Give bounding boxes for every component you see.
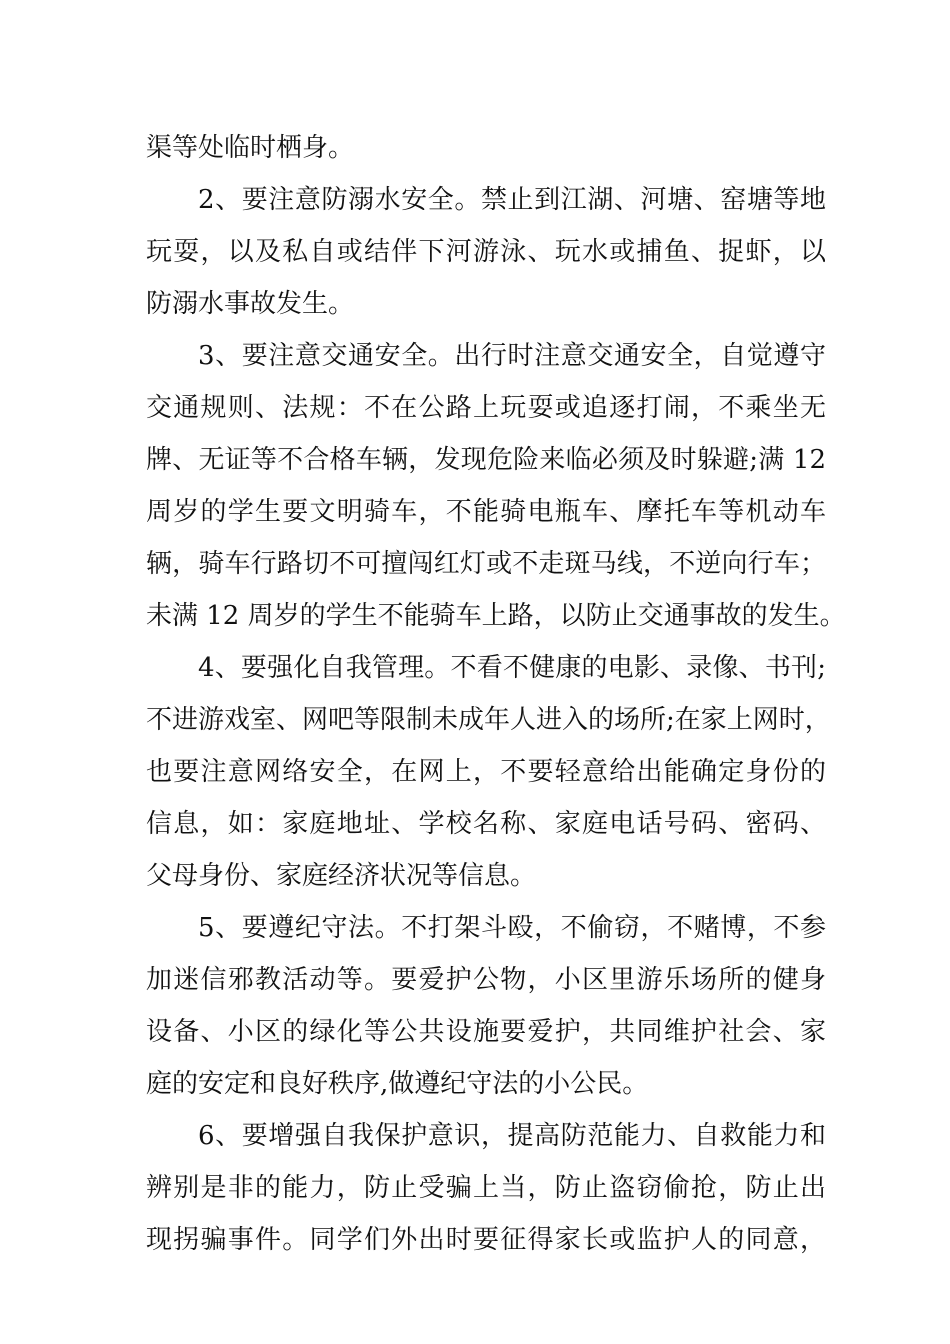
text-line: 3、要注意交通安全。出行时注意交通安全，自觉遵守 [198,341,826,371]
text-line: 父母身份、家庭经济状况等信息。 [146,861,537,891]
text-line: 也要注意网络安全，在网上，不要轻意给出能确定身份的 [146,757,826,787]
text-line: 现拐骗事件。同学们外出时要征得家长或监护人的同意， [146,1225,826,1255]
text-line: 牌、无证等不合格车辆，发现危险来临必须及时躲避;满 12 [146,445,826,475]
body-text [146,122,846,1266]
text-line: 信息，如：家庭地址、学校名称、家庭电话号码、密码、 [146,809,826,839]
text-line: 5、要遵纪守法。不打架斗殴，不偷窃，不赌博，不参 [198,913,826,943]
text-line: 渠等处临时栖身。 [146,133,355,163]
text-line: 防溺水事故发生。 [146,289,355,319]
text-line: 设备、小区的绿化等公共设施要爱护，共同维护社会、家 [146,1017,826,1047]
text-line: 未满 12 周岁的学生不能骑车上路，以防止交通事故的发生。 [146,601,846,631]
text-line: 加迷信邪教活动等。要爱护公物，小区里游乐场所的健身 [146,965,826,995]
text-line: 4、要强化自我管理。不看不健康的电影、录像、书刊; [198,653,826,683]
text-line: 庭的安定和良好秩序,做遵纪守法的小公民。 [146,1069,649,1099]
text-line: 辨别是非的能力，防止受骗上当，防止盗窃偷抢，防止出 [146,1173,826,1203]
text-line: 玩耍，以及私自或结伴下河游泳、玩水或捕鱼、捉虾，以 [146,237,826,267]
text-line: 2、要注意防溺水安全。禁止到江湖、河塘、窑塘等地 [198,185,826,215]
text-line: 6、要增强自我保护意识，提高防范能力、自救能力和 [198,1121,826,1151]
text-line: 辆，骑车行路切不可擅闯红灯或不走斑马线，不逆向行车； [146,549,826,579]
text-line: 周岁的学生要文明骑车，不能骑电瓶车、摩托车等机动车 [146,497,826,527]
text-line: 交通规则、法规：不在公路上玩耍或追逐打闹，不乘坐无 [146,393,826,423]
text-line: 不进游戏室、网吧等限制未成年人进入的场所;在家上网时， [146,705,831,735]
